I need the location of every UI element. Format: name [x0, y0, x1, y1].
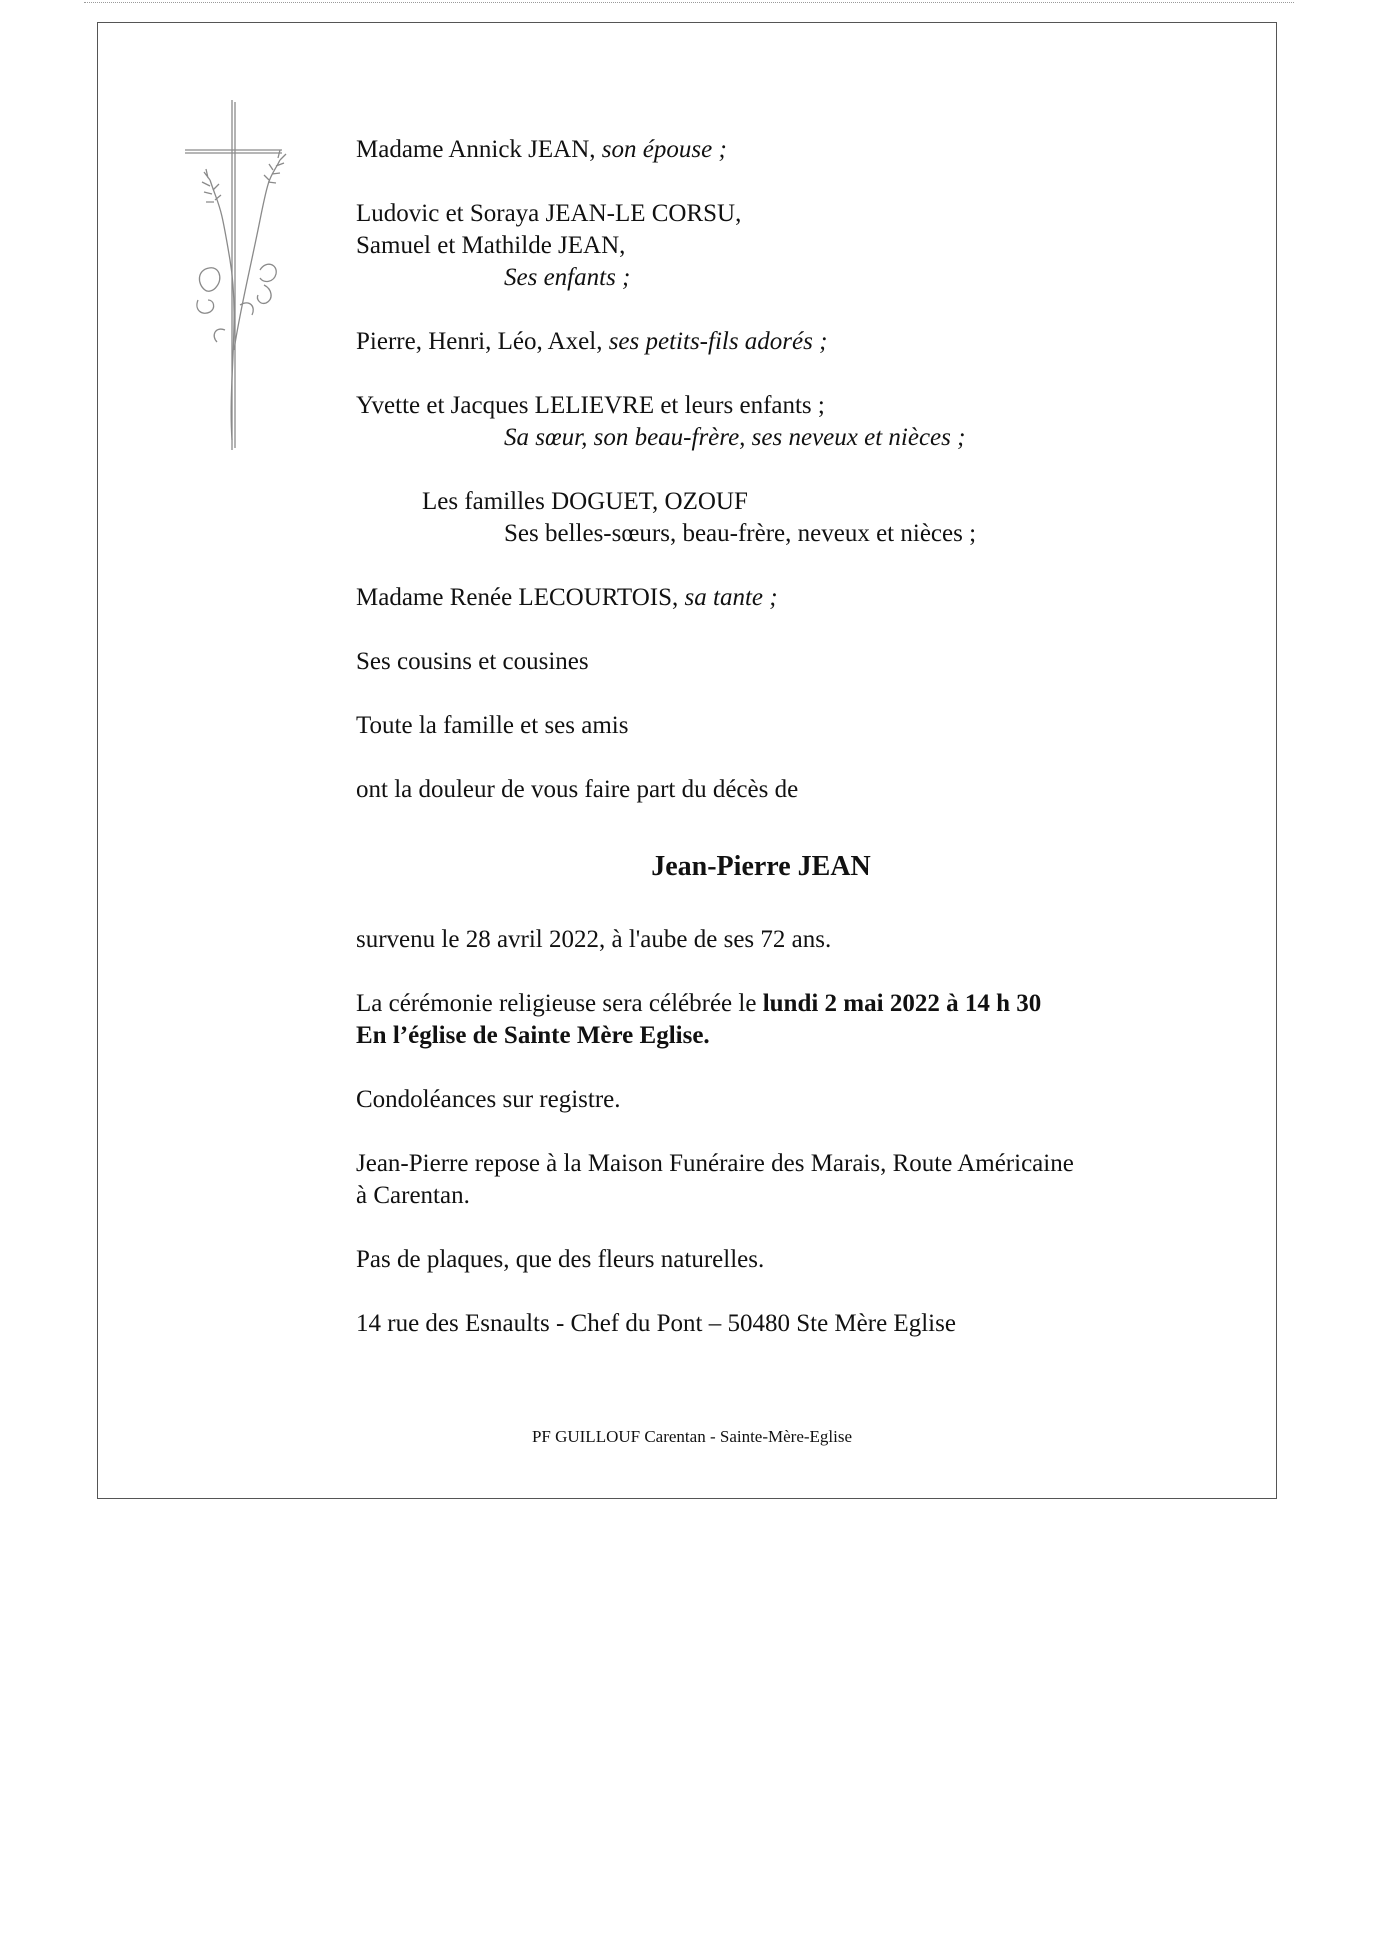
death-info-line: survenu le 28 avril 2022, à l'aube de ses 72 ans. [356, 926, 832, 953]
grandchildren-names: Pierre, Henri, Léo, Axel, [356, 328, 609, 355]
aunt-line [356, 582, 1216, 614]
flowers-line: Pas de plaques, que des fleurs naturelles. [356, 1246, 765, 1273]
cousins-line: Ses cousins et cousines [356, 648, 589, 675]
sister-relation: Sa sœur, son beau-frère, ses neveux et nièces ; [504, 424, 966, 451]
grandchildren-line [356, 326, 1216, 358]
funeral-home-footer: PF GUILLOUF Carentan - Sainte-Mère-Eglise [531, 1427, 853, 1446]
deceased-name: Jean-Pierre JEAN [651, 851, 871, 882]
families-line: Les familles DOGUET, OZOUF [422, 488, 748, 515]
cross-ornament-icon [180, 100, 310, 450]
announcement-body [356, 134, 1216, 1340]
spouse-line [356, 134, 1216, 166]
aunt-name: Madame Renée LECOURTOIS, [356, 584, 685, 611]
sister-line: Yvette et Jacques LELIEVRE et leurs enfants ; [356, 392, 825, 419]
children-relation: Ses enfants ; [504, 264, 631, 291]
grandchildren-relation: ses petits-fils adorés ; [608, 328, 828, 355]
ceremony-line [356, 988, 1216, 1020]
family-friends-line: Toute la famille et ses amis [356, 712, 629, 739]
rest-line-2: à Carentan. [356, 1182, 470, 1209]
ceremony-text: La cérémonie religieuse sera célébrée le [356, 990, 763, 1017]
condolences-line: Condoléances sur registre. [356, 1086, 621, 1113]
families-relation: Ses belles-sœurs, beau-frère, neveux et nièces ; [504, 520, 977, 547]
intro-line: ont la douleur de vous faire part du décès de [356, 776, 799, 803]
ceremony-place: En l’église de Sainte Mère Eglise. [356, 1022, 710, 1049]
scan-edge-line [84, 2, 1294, 3]
children-line-1: Ludovic et Soraya JEAN-LE CORSU, [356, 200, 742, 227]
rest-line-1: Jean-Pierre repose à la Maison Funéraire des Marais, Route Américaine [356, 1150, 1074, 1177]
spouse-name: Madame Annick JEAN, [356, 136, 602, 163]
aunt-relation: sa tante ; [684, 584, 778, 611]
children-line-2: Samuel et Mathilde JEAN, [356, 232, 626, 259]
ceremony-datetime: lundi 2 mai 2022 à 14 h 30 [762, 990, 1042, 1017]
spouse-relation: son épouse ; [601, 136, 727, 163]
address-line: 14 rue des Esnaults - Chef du Pont – 50480 Ste Mère Eglise [356, 1310, 956, 1337]
